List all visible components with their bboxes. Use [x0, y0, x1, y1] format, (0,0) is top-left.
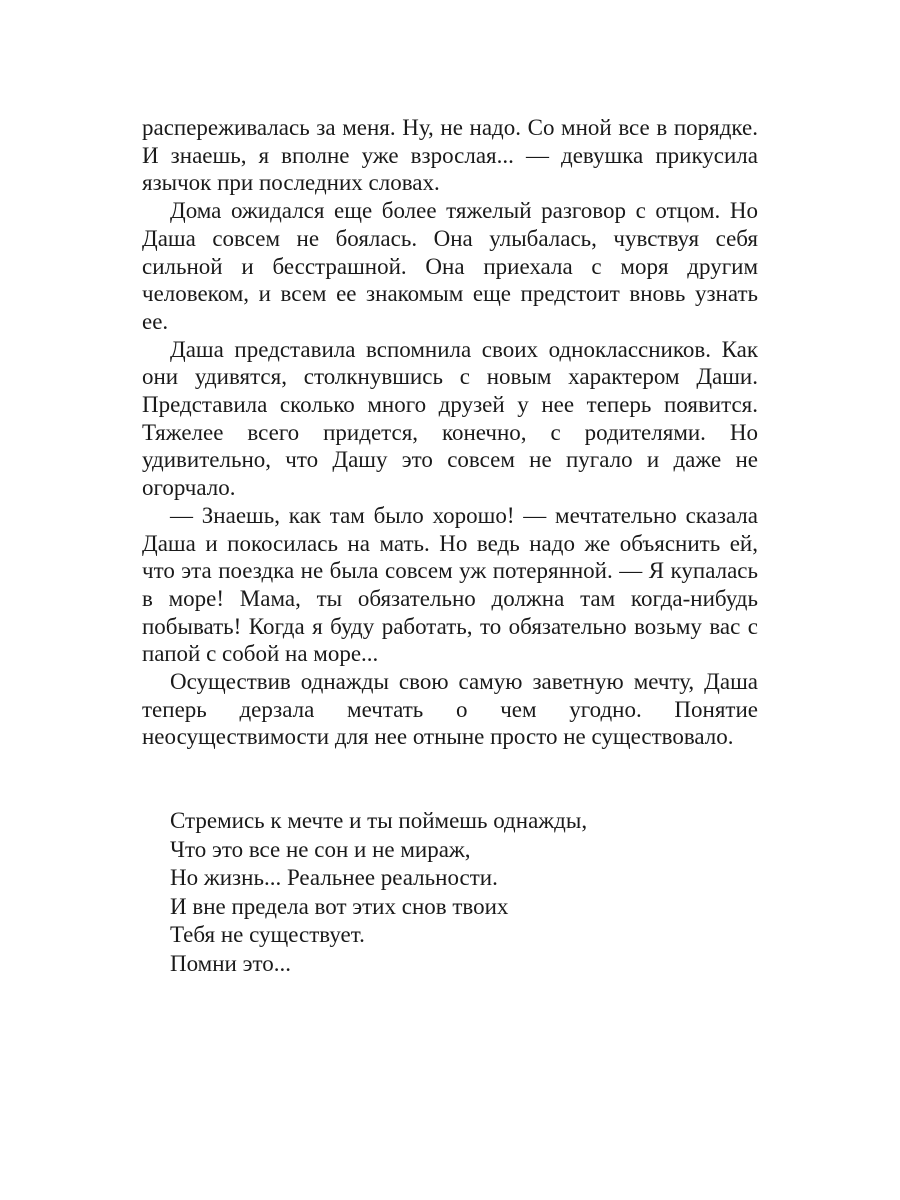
paragraph: распереживалась за меня. Ну, не надо. Со мной все в порядке. И знаешь, я вполне уже взрослая... — девушка прикусила язычок при последних словах. [142, 115, 758, 196]
poem-line: Помни это... [170, 950, 291, 976]
poem-line: Но жизнь... Реальнее реальности. [170, 865, 498, 890]
paragraph: — Знаешь, как там было хорошо! — мечтательно сказала Даша и покосилась на мать. Но ведь надо же объяснить ей, что эта поездка не была совсем уж потерянной. — Я купалась в море! Мама, ты обязательно должна там когда-нибудь побывать! Когда я буду работать, то обязательно возьму вас с папой с собой на море... [142, 502, 758, 667]
poem-line: Что это все не сон и не мираж, [170, 836, 471, 862]
poem [170, 807, 730, 978]
paragraph: Осуществив однажды свою самую заветную мечту, Даша теперь дерзала мечтать о чем угодно. Понятие неосуществимости для нее отныне просто не существовало. [142, 669, 758, 750]
paragraph: Даша представила вспомнила своих одноклассников. Как они удивятся, столкнувшись с новым характером Даши. Представила сколько много друзей у нее теперь появится. Тяжелее всего придется, конечно, с родителями. Но удивительно, что Дашу это совсем не пугало и даже не огорчало. [142, 336, 758, 501]
paragraph: Дома ожидался еще более тяжелый разговор с отцом. Но Даша совсем не боялась. Она улыбалась, чувствуя себя сильной и бесстрашной. Она приехала с моря другим человеком, и всем ее знакомым еще предстоит вновь узнать ее. [142, 198, 758, 334]
poem-line: Тебя не существует. [170, 922, 365, 947]
prose-text [142, 114, 758, 751]
poem-line: И вне предела вот этих снов твоих [170, 893, 509, 919]
poem-line: Стремись к мечте и ты поймешь однажды, [170, 808, 588, 833]
